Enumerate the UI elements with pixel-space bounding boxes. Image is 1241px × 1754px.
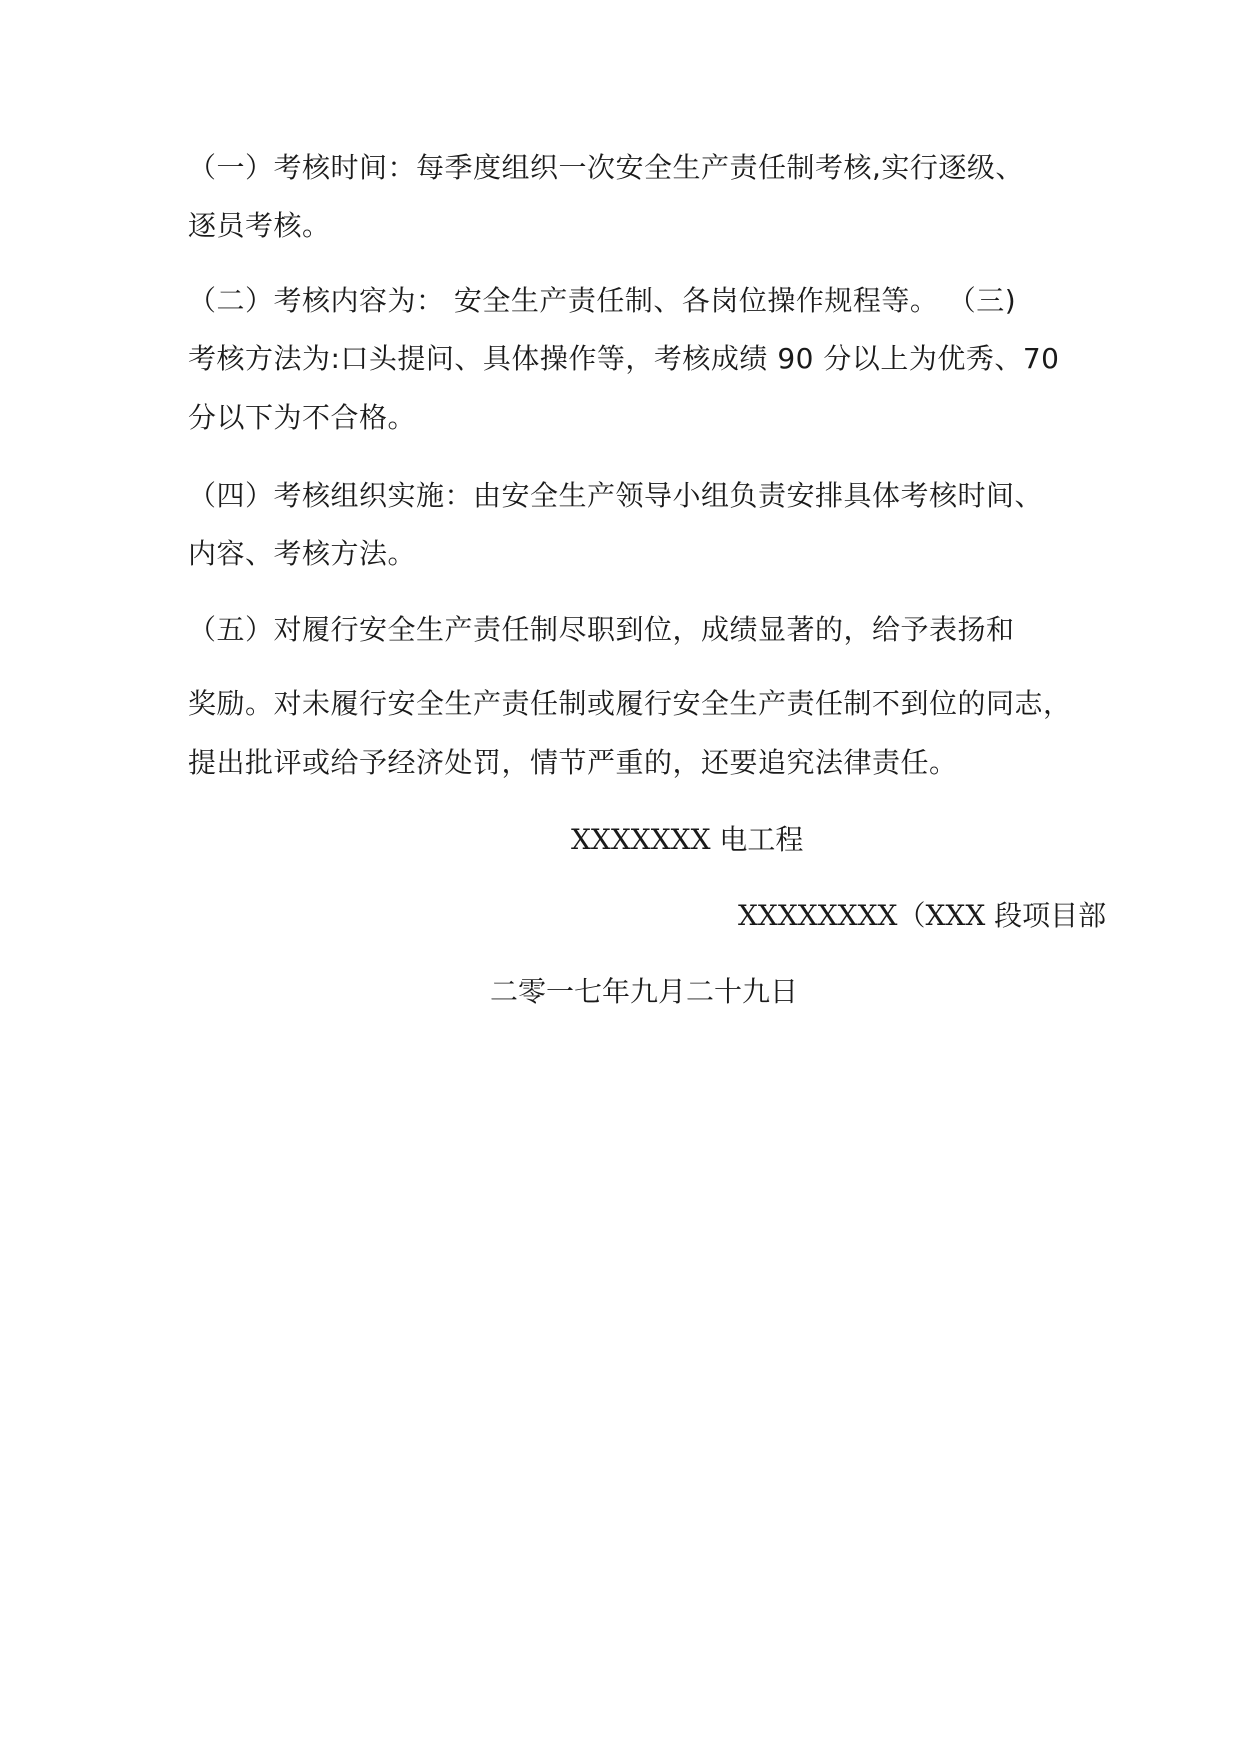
paragraph-line: 内容、考核方法。 xyxy=(188,537,417,570)
paragraph-line: 考核方法为:口头提问、具体操作等，考核成绩 90 分以上为优秀、70 xyxy=(188,342,1060,375)
paragraph-line: （一）考核时间：每季度组织一次安全生产责任制考核,实行逐级、 xyxy=(188,151,1024,184)
paragraph-line: 分以下为不合格。 xyxy=(188,401,417,434)
paragraph-line: 奖励。对未履行安全生产责任制或履行安全生产责任制不到位的同志， xyxy=(188,687,1072,720)
paragraph-line: 提出批评或给予经济处罚，情节严重的，还要追究法律责任。 xyxy=(188,746,958,779)
paragraph-line: 逐员考核。 xyxy=(188,209,331,242)
signature-date: 二零一七年九月二十九日 xyxy=(490,975,799,1008)
signature-department: XXXXXXXX（XXX 段项目部 xyxy=(738,899,1107,932)
signature-company: XXXXXXX 电工程 xyxy=(571,823,804,856)
paragraph-line: （四）考核组织实施：由安全生产领导小组负责安排具体考核时间、 xyxy=(188,479,1044,512)
paragraph-line: （五）对履行安全生产责任制尽职到位，成绩显著的，给予表扬和 xyxy=(188,613,1015,646)
paragraph-line: （二）考核内容为： 安全生产责任制、各岗位操作规程等。 （三) xyxy=(188,284,1017,317)
